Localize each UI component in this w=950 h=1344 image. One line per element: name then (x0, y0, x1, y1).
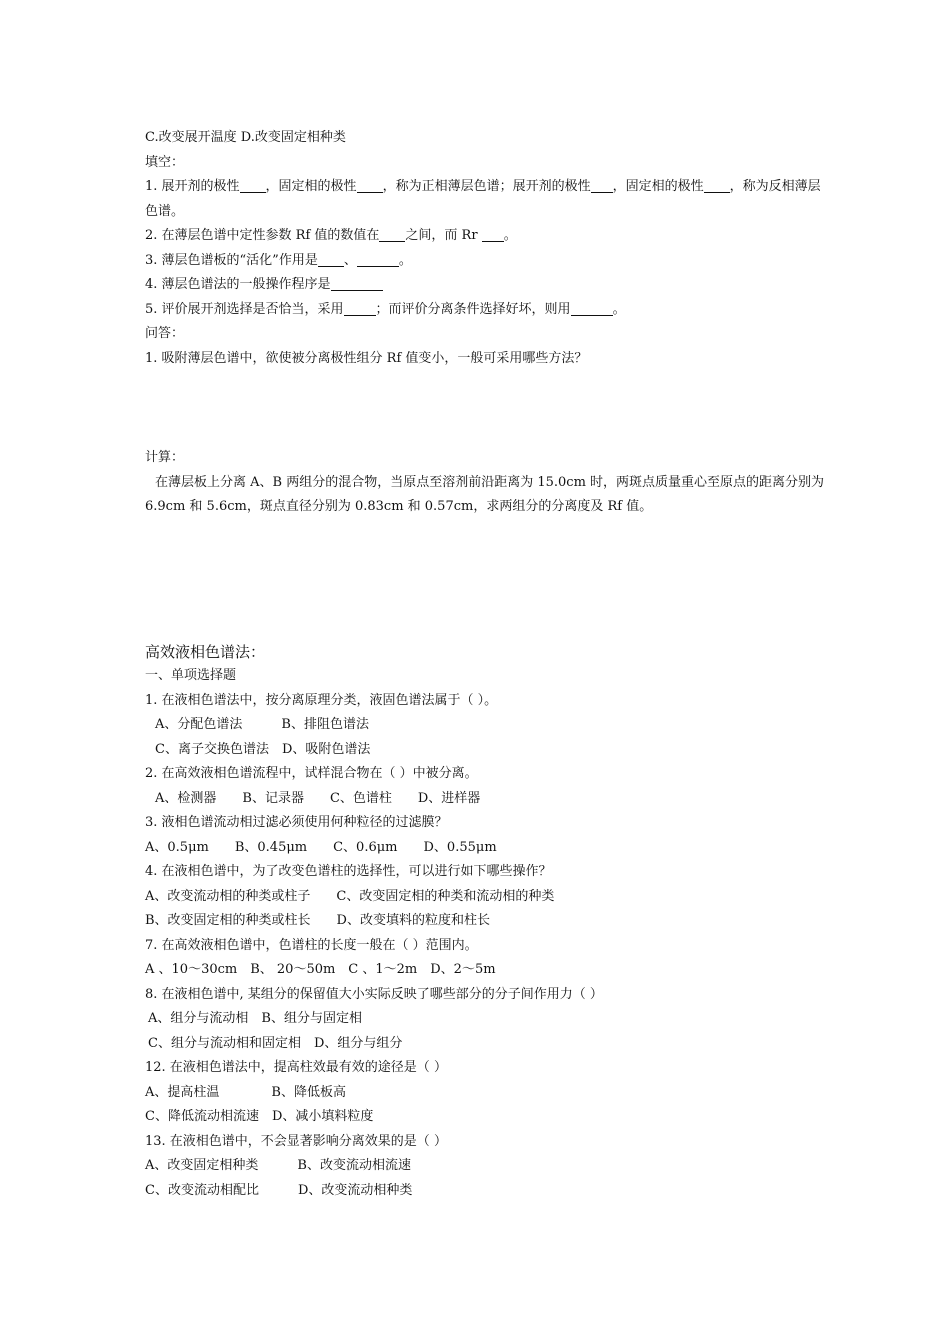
blank (357, 250, 399, 267)
list-item: 13. 在液相色谱中，不会显著影响分离效果的是（ ） (145, 1133, 447, 1149)
list-item: A、改变固定相种类 B、改变流动相流速 (145, 1158, 411, 1173)
answer-space (145, 520, 825, 640)
choice-cd: C.改变展开温度 D.改变固定相种类 (145, 130, 346, 145)
blank (240, 176, 266, 193)
list-item: 1. 在液相色谱法中，按分离原理分类，液固色谱法属于（ ）。 (145, 692, 498, 708)
list-item: 7. 在高效液相色谱中，色谱柱的长度一般在（ ）范围内。 (145, 937, 478, 953)
answer-space (145, 371, 825, 446)
blank (331, 274, 383, 291)
list-item: A、0.5μm B、0.45μm C、0.6μm D、0.55μm (145, 839, 497, 855)
list-item: 2. 在高效液相色谱流程中，试样混合物在（ ）中被分离。 (145, 766, 478, 781)
fill-q3: 3. 薄层色谱板的“活化”作用是 、 。 (145, 249, 825, 274)
section-subtitle: 一、单项选择题 (145, 668, 237, 683)
list-item: C、组分与流动相和固定相 D、组分与组分 (148, 1035, 403, 1051)
list-item: A、检测器 B、记录器 C、色谱柱 D、进样器 (155, 790, 481, 806)
fill-q4: 4. 薄层色谱法的一般操作程序是 (145, 273, 825, 298)
blank (379, 225, 405, 242)
fill-q5: 5. 评价展开剂选择是否恰当，采用 ；而评价分离条件选择好坏，则用 。 (145, 298, 825, 323)
calc-problem: 在薄层板上分离 A、B 两组分的混合物，当原点至溶剂前沿距离为 15.0cm 时，两斑点质量重心至原点的距离分别为 6.9cm 和 5.6cm，斑点直径分别为 0.83cm 和 0.57cm，求两组分的分离度及 Rf 值。 (145, 474, 825, 514)
list-item: 4. 在液相色谱中，为了改变色谱柱的选择性，可以进行如下哪些操作？ (145, 864, 552, 879)
blank (318, 250, 344, 267)
blank (344, 299, 376, 316)
list-item: A、提高柱温 B、降低板高 (145, 1084, 346, 1100)
list-item: A 、10～30cm B、 20～50m C 、1～2m D、2～5m (145, 962, 496, 977)
list-item: C、离子交换色谱法 D、吸附色谱法 (155, 741, 371, 757)
list-item: 3. 液相色谱流动相过滤必须使用何种粒径的过滤膜？ (145, 815, 448, 830)
blank (571, 299, 613, 316)
list-item: A、分配色谱法 B、排阻色谱法 (155, 717, 369, 732)
list-item: 12. 在液相色谱法中，提高柱效最有效的途径是（ ） (145, 1060, 447, 1075)
question-list (145, 689, 825, 1204)
document-page (145, 126, 825, 1203)
qa-header: 问答： (145, 326, 185, 341)
list-item: A、组分与流动相 B、组分与固定相 (148, 1011, 362, 1026)
fill-header: 填空： (145, 154, 185, 170)
list-item: C、改变流动相配比 D、改变流动相种类 (145, 1182, 413, 1198)
fill-q2: 2. 在薄层色谱中定性参数 Rf 值的数值在 之间，而 Rr 。 (145, 224, 825, 249)
list-item: 8. 在液相色谱中, 某组分的保留值大小实际反映了哪些部分的分子间作用力（ ） (145, 986, 603, 1002)
blank (482, 225, 504, 242)
blank (704, 176, 730, 193)
qa-question-1: 1. 吸附薄层色谱中，欲使被分离极性组分 Rf 值变小，一般可采用哪些方法？ (145, 350, 588, 366)
list-item: A、改变流动相的种类或柱子 C、改变固定相的种类和流动相的种类 (145, 888, 555, 904)
blank (357, 176, 383, 193)
section-title: 高效液相色谱法： (145, 642, 266, 661)
calc-header: 计算： (145, 450, 185, 465)
fill-q1: 1. 展开剂的极性 ，固定相的极性 ，称为正相薄层色谱；展开剂的极性 ，固定相的极性 ，称为反相薄层色谱。 (145, 175, 825, 224)
list-item: C、降低流动相流速 D、减小填料粒度 (145, 1109, 374, 1124)
list-item: B、改变固定相的种类或柱长 D、改变填料的粒度和柱长 (145, 913, 490, 928)
blank (591, 176, 613, 193)
